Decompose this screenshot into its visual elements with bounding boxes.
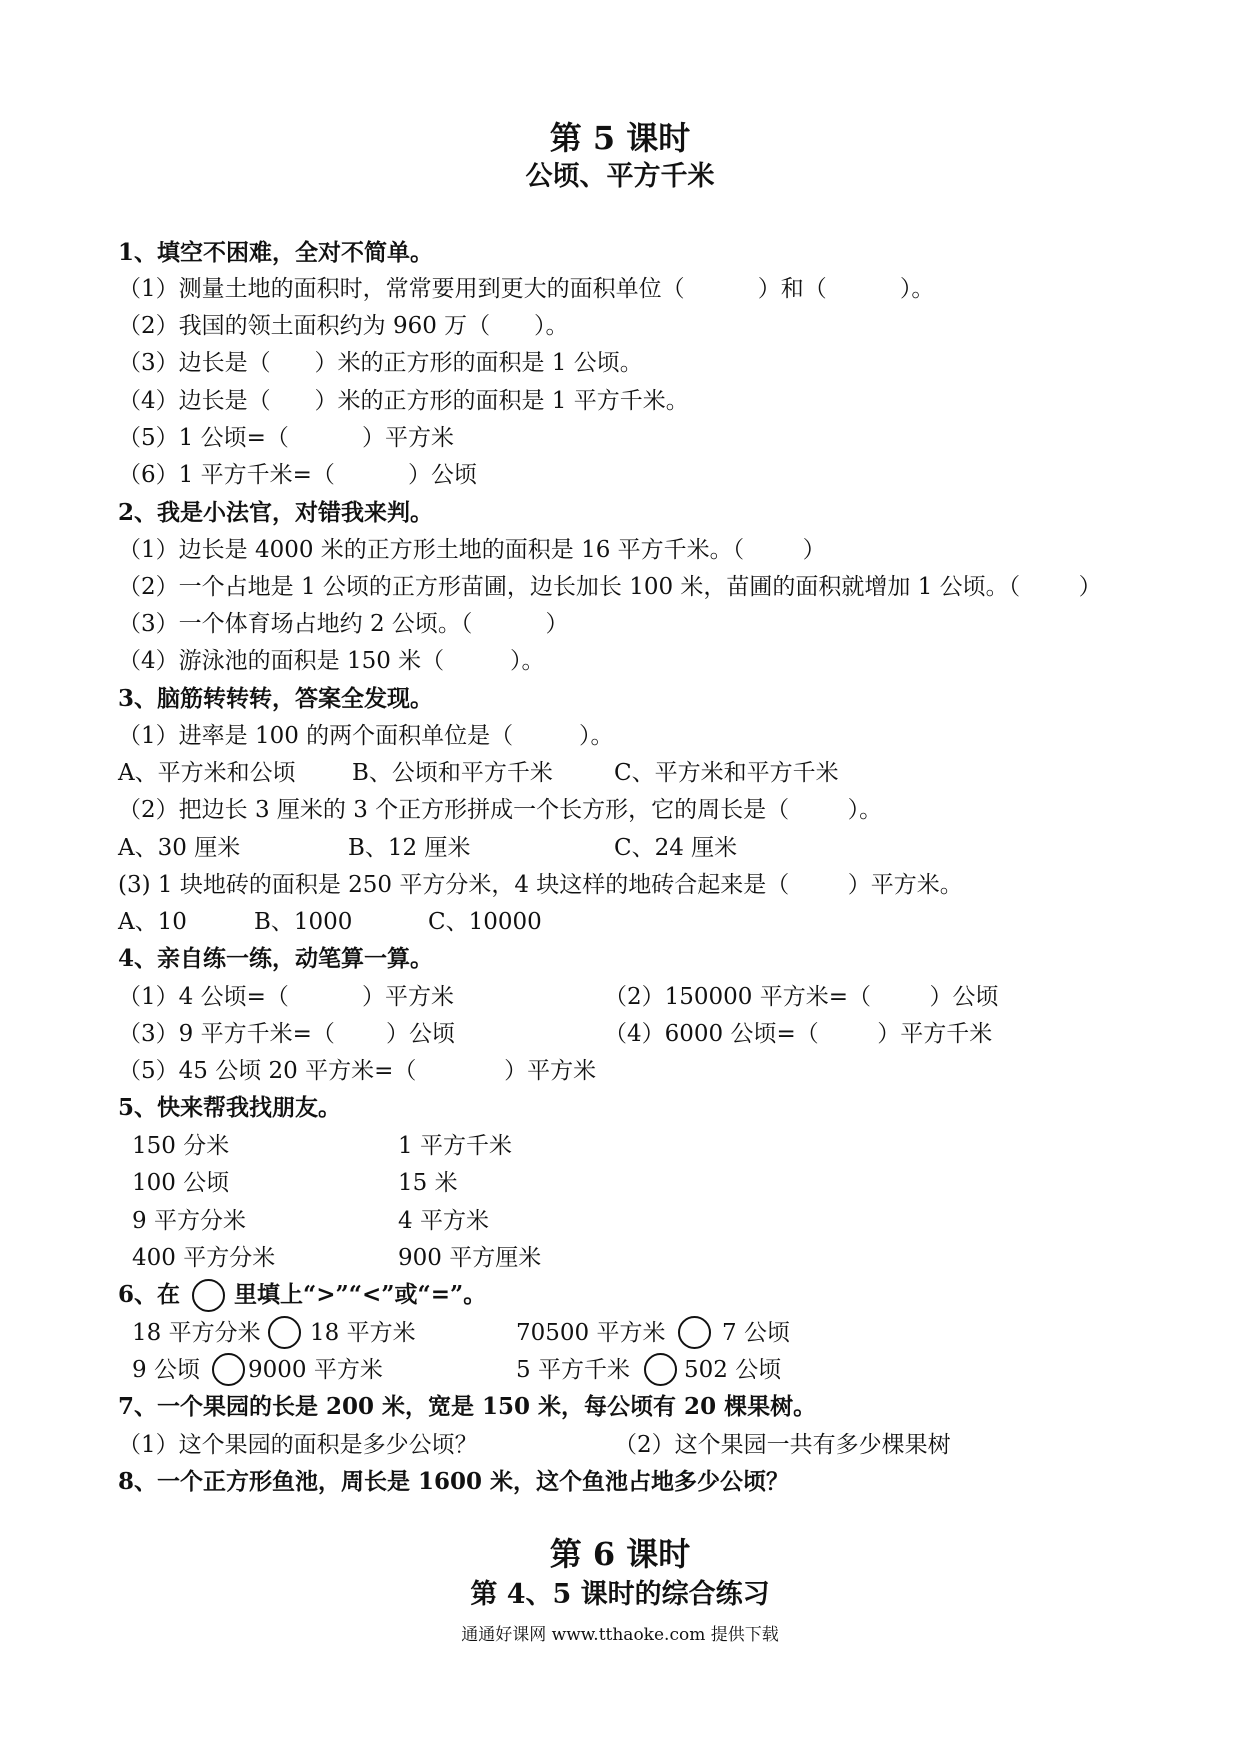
q5-left-1: 150 分米 <box>132 1133 230 1159</box>
answer-circle[interactable] <box>644 1353 677 1386</box>
compare-circle-icon <box>192 1279 225 1312</box>
q2-item-3: （3）一个体育场占地约 2 公顷。（ ） <box>118 611 569 637</box>
q6-r2-right-b: 502 公顷 <box>684 1357 782 1383</box>
q3-sub3-option-c: C、10000 <box>428 909 542 935</box>
q3-sub2: （2）把边长 3 厘米的 3 个正方形拼成一个长方形，它的周长是（ ）。 <box>118 797 883 823</box>
q5-heading: 5、快来帮我找朋友。 <box>118 1094 342 1121</box>
q4-item-2: （2）150000 平方米=（ ）公顷 <box>604 984 999 1010</box>
q5-right-1: 1 平方千米 <box>398 1133 512 1159</box>
answer-circle[interactable] <box>212 1353 245 1386</box>
q4-item-5: （5）45 公顷 20 平方米=（ ）平方米 <box>118 1058 597 1084</box>
q1-item-6: （6）1 平方千米=（ ）公顷 <box>118 462 477 488</box>
q3-heading: 3、脑筋转转转，答案全发现。 <box>118 685 434 712</box>
q3-sub2-option-c: C、24 厘米 <box>614 835 738 861</box>
q6-r1-right-a: 18 平方米 <box>310 1320 416 1346</box>
q6-r2-right-a: 9000 平方米 <box>248 1357 383 1383</box>
q7-heading: 7、一个果园的长是 200 米，宽是 150 米，每公顷有 20 棵果树。 <box>118 1393 817 1420</box>
q1-item-2: （2）我国的领土面积约为 960 万（ ）。 <box>118 313 569 339</box>
q1-item-3: （3）边长是（ ）米的正方形的面积是 1 公顷。 <box>118 350 643 376</box>
q5-left-2: 100 公顷 <box>132 1170 230 1196</box>
q2-item-2: （2）一个占地是 1 公顷的正方形苗圃，边长加长 100 米，苗圃的面积就增加 1 公顷。（ ） <box>118 574 1102 600</box>
q5-right-2: 15 米 <box>398 1170 458 1196</box>
footer-source: 通通好课网 www.tthaoke.com 提供下载 <box>461 1625 779 1645</box>
q6-heading-pre: 6、在 <box>118 1281 181 1308</box>
q6-r1-left-b: 70500 平方米 <box>516 1320 666 1346</box>
q1-item-4: （4）边长是（ ）米的正方形的面积是 1 平方千米。 <box>118 388 689 414</box>
q6-r1-left-a: 18 平方分米 <box>132 1320 261 1346</box>
q3-sub1: （1）进率是 100 的两个面积单位是（ ）。 <box>118 723 614 749</box>
q5-right-3: 4 平方米 <box>398 1208 489 1234</box>
q1-heading: 1、填空不困难，全对不简单。 <box>118 239 434 266</box>
answer-circle[interactable] <box>268 1316 301 1349</box>
q4-item-3: （3）9 平方千米=（ ）公顷 <box>118 1021 456 1047</box>
q4-item-4: （4）6000 公顷=（ ）平方千米 <box>604 1021 993 1047</box>
q3-sub1-option-b: B、公顷和平方千米 <box>352 760 553 786</box>
page-title: 第 5 课时 <box>549 119 691 157</box>
next-lesson-title: 第 6 课时 <box>549 1535 691 1573</box>
q3-sub2-option-a: A、30 厘米 <box>118 835 241 861</box>
q6-r1-right-b: 7 公顷 <box>722 1320 790 1346</box>
q2-item-4: （4）游泳池的面积是 150 米（ ）。 <box>118 648 545 674</box>
q3-sub1-option-c: C、平方米和平方千米 <box>614 760 839 786</box>
q6-r2-left-b: 5 平方千米 <box>516 1357 630 1383</box>
q6-r2-left-a: 9 公顷 <box>132 1357 200 1383</box>
q8-heading: 8、一个正方形鱼池，周长是 1600 米，这个鱼池占地多少公顷？ <box>118 1468 790 1495</box>
page-subtitle: 公顷、平方千米 <box>525 161 715 192</box>
q3-sub3: (3) 1 块地砖的面积是 250 平方分米，4 块这样的地砖合起来是（ ）平方米。 <box>118 872 963 898</box>
q1-item-1: （1）测量土地的面积时，常常要用到更大的面积单位（ ）和（ ）。 <box>118 276 935 302</box>
q3-sub1-option-a: A、平方米和公顷 <box>118 760 296 786</box>
q3-sub3-option-a: A、10 <box>118 909 187 935</box>
q4-item-1: （1）4 公顷=（ ）平方米 <box>118 984 454 1010</box>
q3-sub2-option-b: B、12 厘米 <box>348 835 471 861</box>
q4-heading: 4、亲自练一练，动笔算一算。 <box>118 945 434 972</box>
next-lesson-subtitle: 第 4、5 课时的综合练习 <box>470 1579 770 1610</box>
q7-sub1: （1）这个果园的面积是多少公顷？ <box>118 1432 478 1458</box>
answer-circle[interactable] <box>678 1316 711 1349</box>
q2-item-1: （1）边长是 4000 米的正方形土地的面积是 16 平方千米。（ ） <box>118 537 826 563</box>
q2-heading: 2、我是小法官，对错我来判。 <box>118 499 434 526</box>
q5-left-3: 9 平方分米 <box>132 1208 246 1234</box>
q5-left-4: 400 平方分米 <box>132 1245 276 1271</box>
q6-heading-post: 里填上“>”“<”或“=”。 <box>234 1281 487 1308</box>
q3-sub3-option-b: B、1000 <box>254 909 353 935</box>
q5-right-4: 900 平方厘米 <box>398 1245 542 1271</box>
q7-sub2: （2）这个果园一共有多少棵果树 <box>614 1432 951 1458</box>
q1-item-5: （5）1 公顷=（ ）平方米 <box>118 425 454 451</box>
